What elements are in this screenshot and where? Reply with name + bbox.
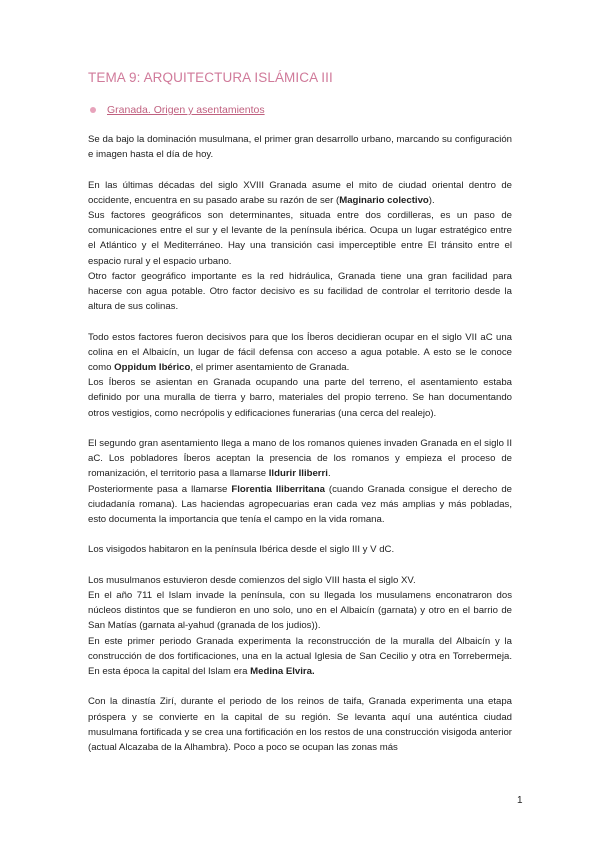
text-run: Sus factores geográficos son determinantes, situada entre dos cordilleras, es un paso de comunicaciones entre el sur y el levante de la península ibérica. Ocupa un lugar estratégico entre el Atlántico y el Mediterráneo. Hay una transición casi imperceptible entre El tránsito entre el espacio rural y el espacio urbano. [88, 210, 512, 267]
bold-term: Ildurir Iliberri [268, 468, 328, 480]
text-run: Los musulmanos estuvieron desde comienzos del siglo VIII hasta el siglo XV. [88, 574, 416, 586]
paragraph [88, 132, 512, 162]
text-run: . [327, 468, 331, 480]
bullet-icon [90, 107, 96, 113]
text-run: Los visigodos habitaron en la península Ibérica desde el siglo III y V dC. [88, 544, 395, 556]
document-body [88, 132, 512, 770]
text-run: Posteriormente pasa a llamarse [88, 483, 232, 495]
paragraph [88, 573, 512, 679]
paragraph [88, 694, 512, 755]
text-run: En el año 711 el Islam invade la península, con su llegada los musulamens enconatraron dos núcleos distintos que se fundieron en uno solo, uno en el Albaicín (garnata) y otro en el barrio de San Matías (garnata al-yahud (granada de los judios)). [88, 590, 512, 632]
section-list-item [90, 104, 265, 116]
text-run: Otro factor geográfico importante es la red hidráulica, Granada tiene una gran facilidad para hacerse con agua potable. Otro factor decisivo es su facilidad de controlar el territorio desde la altura de sus colinas. [88, 270, 512, 313]
bold-term: Oppidum Ibérico [114, 362, 191, 374]
text-run: El segundo gran asentamiento llega a mano de los romanos quienes invaden Granada en el siglo II aC. Los pobladores Íberos aceptan la presencia de los romanos y empieza el proceso de romanización, el territorio pasa a llamarse [88, 438, 512, 480]
paragraph [88, 542, 512, 557]
section-link[interactable]: Granada. Origen y asentamientos [107, 104, 265, 116]
text-run: ). [428, 194, 435, 206]
paragraph [88, 178, 512, 315]
text-run: Los Íberos se asientan en Granada ocupando una parte del terreno, el asentamiento estaba definido por una muralla de tierra y barro, materiales del propio terreno. Se han documentando otros vestigios, como necrópolis y edificaciones funerarias (una cerca del realejo). [88, 377, 512, 419]
bold-term: Medina Elvira. [250, 666, 315, 678]
paragraph [88, 330, 512, 421]
paragraph [88, 436, 512, 527]
bold-term: Maginario colectivo [339, 194, 429, 206]
text-run: Se da bajo la dominación musulmana, el primer gran desarrollo urbano, marcando su configuración e imagen hasta el día de hoy. [88, 134, 512, 161]
text-run: Todo estos factores fueron decisivos para que los Íberos decidieran ocupar en el siglo VII aC una colina en el Albaicín, un lugar de fácil defensa con acceso a agua potable. A esto se le conoce como [88, 331, 512, 374]
page-title: TEMA 9: ARQUITECTURA ISLÁMICA III [88, 70, 333, 85]
bold-term: Florentia Iliberritana [231, 483, 325, 495]
text-run: Con la dinastía Zirí, durante el periodo de los reinos de taifa, Granada experimenta una etapa próspera y se convierte en la capital de su región. Se levanta aquí una auténtica ciudad musulmana fortificada y se crea una fortificación en los restos de una construcción visigoda anterior (actual Alcazaba de la Alhambra). Poco a poco se ocupan las zonas más [88, 696, 512, 754]
text-run: En este primer periodo Granada experimenta la reconstrucción de la muralla del Albaicín y la construcción de dos fortificaciones, una en la actual Iglesia de San Cecilio y otra en Torrebermeja. En esta época la capital del Islam era [88, 635, 512, 678]
page-number: 1 [517, 795, 523, 806]
text-run: , el primer asentamiento de Granada. [190, 362, 350, 374]
text-run: En las últimas décadas del siglo XVIII Granada asume el mito de ciudad oriental dentro de occidente, encuentra en su pasado arabe su razón de ser ( [88, 179, 512, 206]
text-run: (cuando Granada consigue el derecho de ciudadanía romana). Las haciendas agropecuarias eran cada vez más amplias y más pobladas, esto documenta la importancia que tenía el campo en la vida romana. [88, 483, 512, 526]
